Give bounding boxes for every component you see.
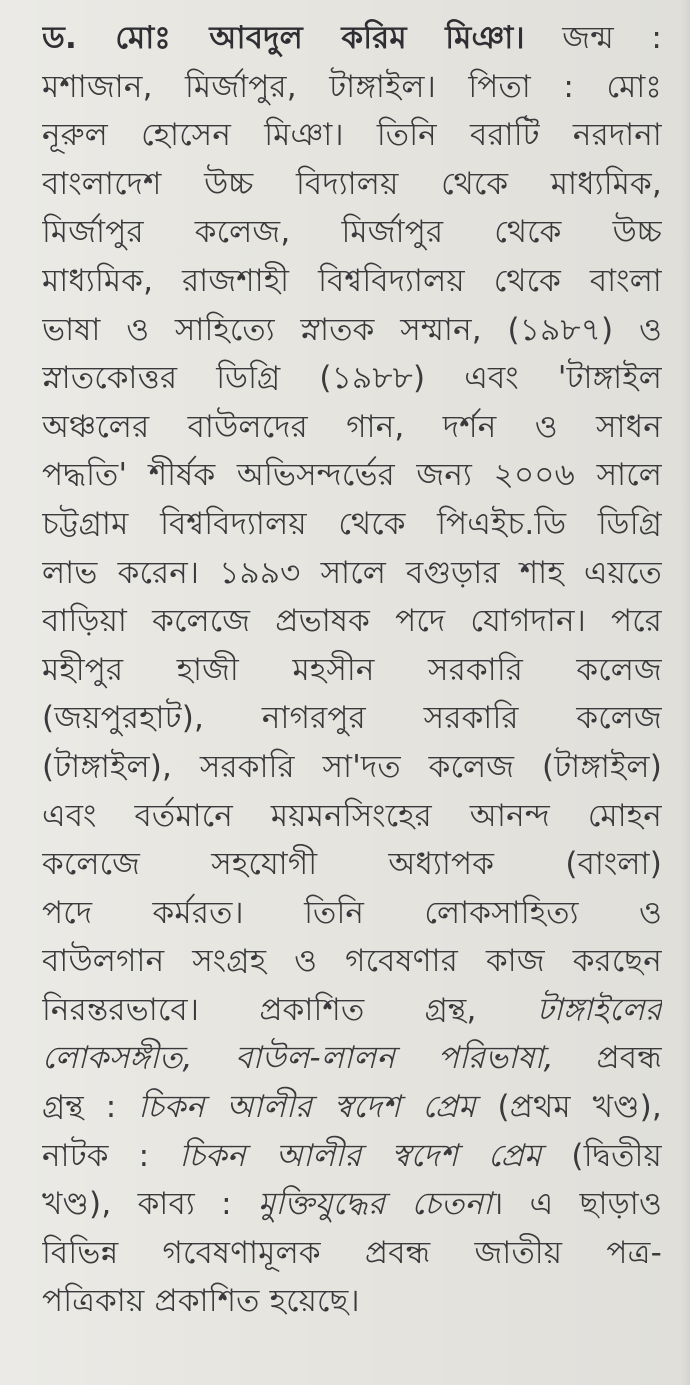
bio-text: ভাষা ও সাহিত্যে স্নাতক সম্মান, (১৯৮৭) ও	[42, 311, 662, 348]
bio-text: চট্টগ্রাম বিশ্ববিদ্যালয় থেকে পিএইচ.ডি ডিগ্রি	[42, 505, 662, 542]
bio-line	[42, 354, 662, 403]
bio-line	[42, 986, 662, 1035]
bio-line	[42, 257, 662, 306]
bio-line	[42, 792, 662, 841]
bio-line	[42, 14, 662, 63]
bio-text: নূরুল হোসেন মিঞা। তিনি বরাটি নরদানা	[42, 117, 662, 154]
bio-text: (দ্বিতীয়	[541, 1137, 662, 1174]
book-title: চিকন আলীর স্বদেশ প্রেম	[138, 1089, 476, 1126]
bio-text: মহীপুর হাজী মহসীন সরকারি কলেজ	[42, 651, 662, 688]
bio-line	[42, 500, 662, 549]
bio-line	[42, 1277, 662, 1326]
book-title: টাঙ্গাইলের	[536, 991, 662, 1028]
bio-text: মির্জাপুর কলেজ, মির্জাপুর থেকে উচ্চ	[42, 214, 662, 251]
bio-text: লাভ করেন। ১৯৯৩ সালে বগুড়ার শাহ এয়তে	[42, 554, 662, 591]
bio-text: কলেজে সহযোগী অধ্যাপক (বাংলা)	[42, 846, 662, 883]
bio-line	[42, 694, 662, 743]
bio-text: খণ্ড), কাব্য :	[42, 1186, 258, 1223]
bio-line	[42, 937, 662, 986]
bio-text: অঞ্চলের বাউলদের গান, দর্শন ও সাধন	[42, 408, 662, 445]
bio-text: প্রবন্ধ	[553, 1040, 662, 1077]
bio-line	[42, 451, 662, 500]
bio-text: পদে কর্মরত। তিনি লোকসাহিত্য ও	[42, 894, 662, 931]
author-bio-paragraph	[42, 14, 662, 1326]
bio-line	[42, 1034, 662, 1083]
bio-text: বাউলগান সংগ্রহ ও গবেষণার কাজ করছেন	[42, 943, 662, 980]
bio-text: পত্রিকায় প্রকাশিত হয়েছে।	[42, 1283, 360, 1320]
bio-text: মশাজান, মির্জাপুর, টাঙ্গাইল। পিতা : মোঃ	[42, 68, 662, 105]
bio-line	[42, 597, 662, 646]
book-title: লোকসঙ্গীত, বাউল-লালন পরিভাষা,	[42, 1040, 554, 1077]
bio-text: জন্ম :	[524, 20, 662, 56]
bio-line	[42, 403, 662, 452]
bio-line	[42, 111, 662, 160]
bio-text: গ্রন্থ :	[42, 1089, 139, 1126]
bio-text: (জয়পুরহাট), নাগরপুর সরকারি কলেজ	[42, 700, 662, 737]
bio-line	[42, 160, 662, 209]
bio-line	[42, 840, 662, 889]
bio-line	[42, 1180, 662, 1229]
bio-text: নাটক :	[42, 1137, 180, 1174]
bio-text: বাড়িয়া কলেজে প্রভাষক পদে যোগদান। পরে	[42, 603, 662, 640]
bio-text: এবং বর্তমানে ময়মনসিংহের আনন্দ মোহন	[42, 797, 662, 834]
bio-line	[42, 208, 662, 257]
bio-line	[42, 549, 662, 598]
bio-line	[42, 63, 662, 112]
bio-text: স্নাতকোত্তর ডিগ্রি (১৯৮৮) এবং 'টাঙ্গাইল	[42, 360, 662, 397]
bio-text: মাধ্যমিক, রাজশাহী বিশ্ববিদ্যালয় থেকে বাংলা	[42, 262, 662, 299]
bio-line	[42, 743, 662, 792]
bio-line	[42, 1132, 662, 1181]
bio-text: । এ ছাড়াও	[492, 1186, 662, 1223]
scan-edge-shadow	[680, 0, 690, 1385]
bio-text: (টাঙ্গাইল), সরকারি সা'দত কলেজ (টাঙ্গাইল)	[42, 748, 662, 785]
bio-text: পদ্ধতি' শীর্ষক অভিসন্দর্ভের জন্য ২০০৬ সালে	[42, 457, 662, 494]
bio-line	[42, 1083, 662, 1132]
bio-line	[42, 646, 662, 695]
bio-text: বিভিন্ন গবেষণামূলক প্রবন্ধ জাতীয় পত্র-	[42, 1234, 662, 1271]
bio-text: (প্রথম খণ্ড),	[475, 1089, 662, 1126]
bio-line	[42, 306, 662, 355]
book-title: চিকন আলীর স্বদেশ প্রেম	[179, 1137, 542, 1174]
bio-text: বাংলাদেশ উচ্চ বিদ্যালয় থেকে মাধ্যমিক,	[42, 165, 662, 202]
author-name: ড. মোঃ আবদুল করিম মিঞা।	[42, 20, 525, 56]
bio-line	[42, 1229, 662, 1278]
bio-text: নিরন্তরভাবে। প্রকাশিত গ্রন্থ,	[42, 991, 537, 1028]
bio-line	[42, 889, 662, 938]
book-title: মুক্তিযুদ্ধের চেতনা	[258, 1186, 493, 1223]
